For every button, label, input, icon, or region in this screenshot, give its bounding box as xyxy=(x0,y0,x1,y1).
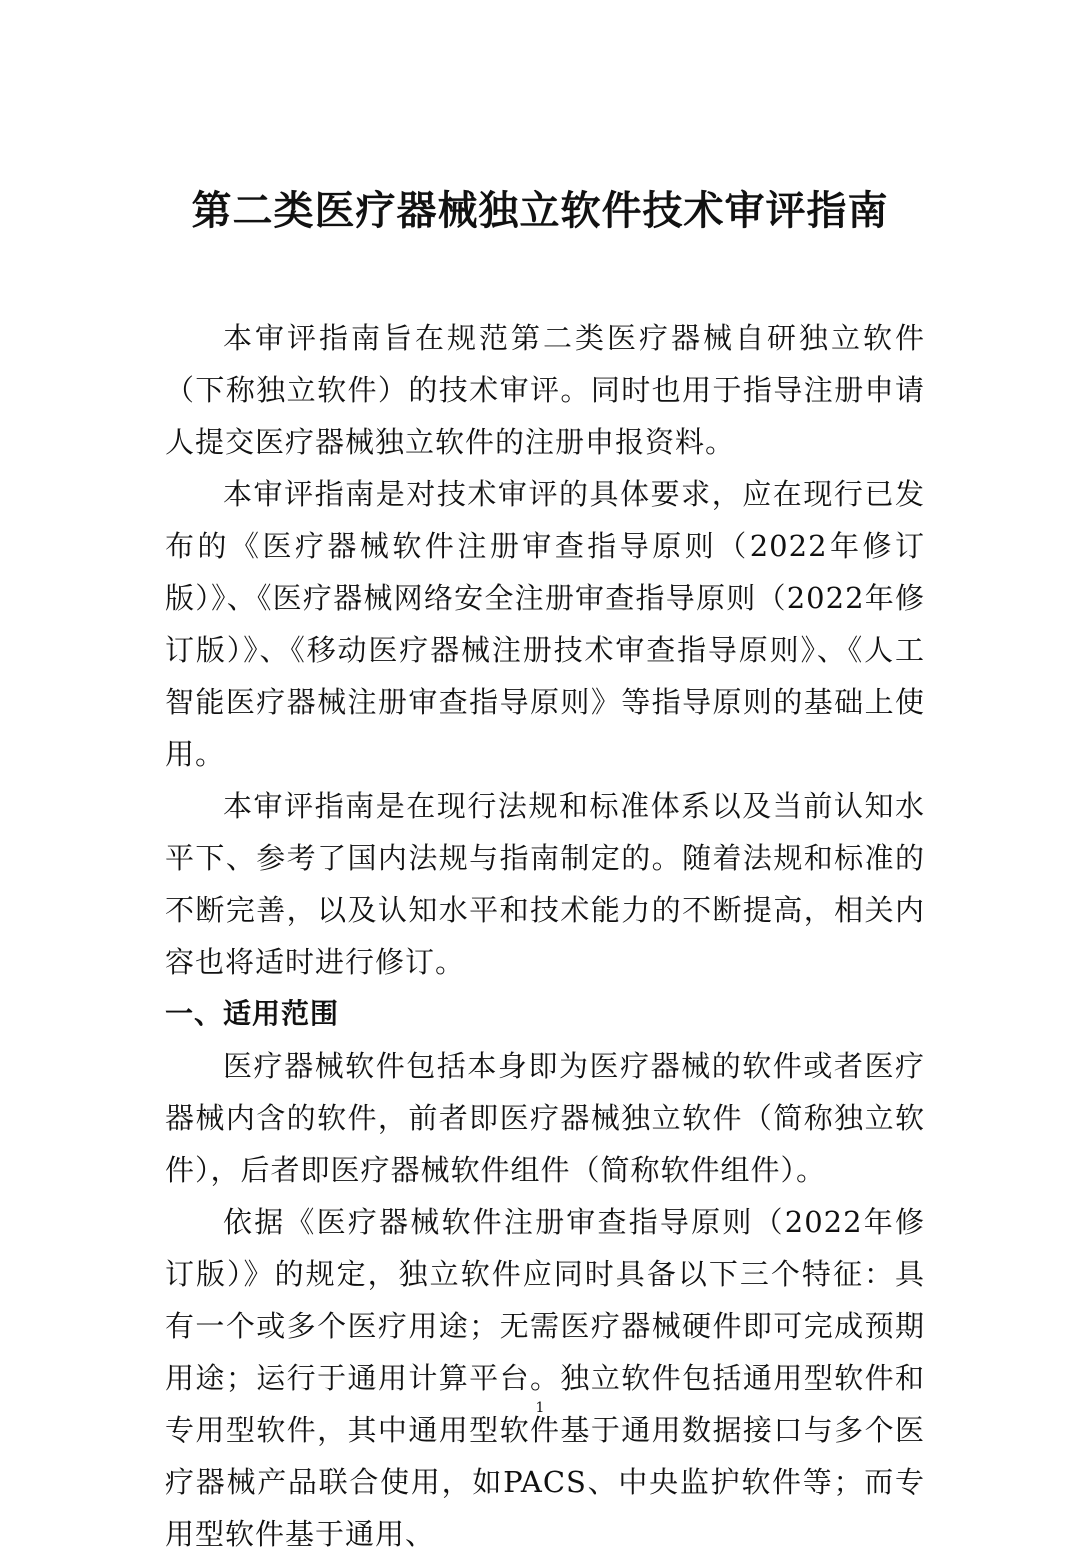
document-body xyxy=(165,312,925,1560)
scope-paragraph-1: 医疗器械软件包括本身即为医疗器械的软件或者医疗器械内含的软件，前者即医疗器械独立软件（简称独立软件），后者即医疗器械软件组件（简称软件组件）。 xyxy=(165,1049,925,1187)
section-heading-scope: 一、适用范围 xyxy=(165,997,340,1030)
intro-paragraph-3: 本审评指南是在现行法规和标准体系以及当前认知水平下、参考了国内法规与指南制定的。随着法规和标准的不断完善，以及认知水平和技术能力的不断提高，相关内容也将适时进行修订。 xyxy=(165,789,925,979)
intro-paragraph-1: 本审评指南旨在规范第二类医疗器械自研独立软件（下称独立软件）的技术审评。同时也用于指导注册申请人提交医疗器械独立软件的注册申报资料。 xyxy=(165,321,925,459)
intro-paragraph-2: 本审评指南是对技术审评的具体要求，应在现行已发布的《医疗器械软件注册审查指导原则（2022年修订版）》、《医疗器械网络安全注册审查指导原则（2022年修订版）》、《移动医疗器械注册技术审查指导原则》、《人工智能医疗器械注册审查指导原则》等指导原则的基础上使用。 xyxy=(165,477,925,771)
scope-paragraph-2: 依据《医疗器械软件注册审查指导原则（2022年修订版）》的规定，独立软件应同时具备以下三个特征：具有一个或多个医疗用途；无需医疗器械硬件即可完成预期用途；运行于通用计算平台。独立软件包括通用型软件和专用型软件，其中通用型软件基于通用数据接口与多个医疗器械产品联合使用，如PACS、中央监护软件等；而专用型软件基于通用、 xyxy=(165,1205,925,1551)
page-number: 1 xyxy=(535,1400,545,1416)
document-title: 第二类医疗器械独立软件技术审评指南 xyxy=(191,188,889,234)
